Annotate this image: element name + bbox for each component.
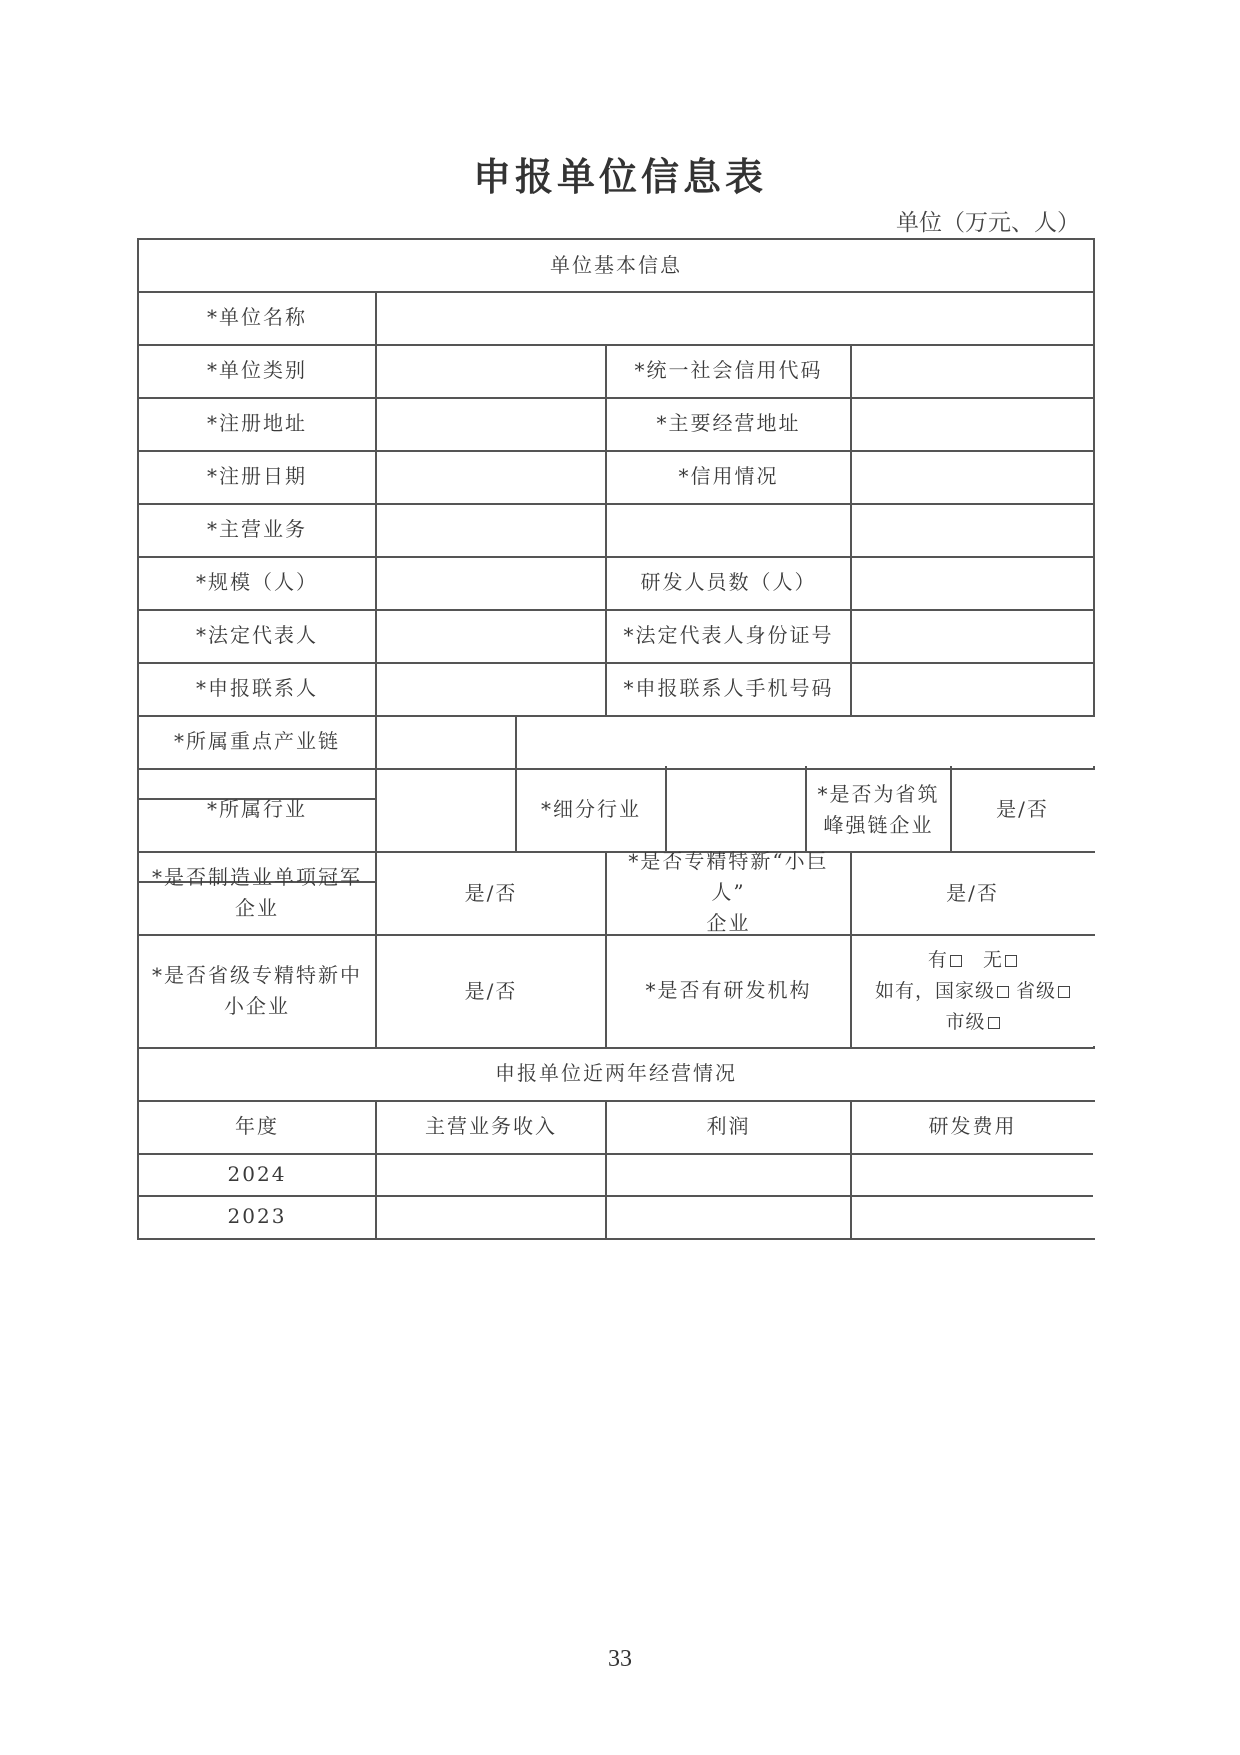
ops-year-1: 2023 (227, 1204, 287, 1228)
ops-value-cell[interactable] (852, 1155, 1093, 1195)
section-header-basic: 单位基本信息 (550, 253, 682, 277)
provincial-checkbox[interactable] (1058, 986, 1070, 998)
province-chain-line1: *是否为省筑 (817, 781, 940, 806)
label-business-address: *主要经营地址 (656, 411, 801, 435)
business-address-field[interactable] (852, 397, 1093, 450)
unit-note: 单位（万元、人） (896, 210, 1080, 236)
rd-staff-field[interactable] (852, 556, 1093, 609)
champion-yes-no[interactable]: 是/否 (464, 881, 518, 905)
label-province-chain (807, 768, 950, 851)
rd-institution-options (852, 936, 1093, 1047)
label-credit-status: *信用情况 (678, 464, 779, 488)
provincial-sme-yes-no[interactable]: 是/否 (464, 979, 518, 1003)
label-little-giant (607, 851, 850, 934)
option-none-label: 无 (983, 949, 1004, 971)
province-chain-line2: 峰强链企业 (823, 812, 934, 837)
unit-name-field[interactable] (377, 291, 1093, 344)
option-have-label: 有 (927, 949, 948, 971)
legal-rep-field[interactable] (377, 609, 605, 662)
ops-value-cell[interactable] (377, 1197, 605, 1238)
national-checkbox[interactable] (997, 986, 1009, 998)
key-chain-field[interactable] (377, 717, 1093, 768)
label-sub-industry: *细分行业 (541, 797, 641, 821)
contact-phone-field[interactable] (852, 662, 1093, 715)
industry-field[interactable] (377, 770, 515, 851)
credit-status-field[interactable] (852, 450, 1093, 503)
ops-header-2: 利润 (706, 1114, 751, 1138)
label-credit-code: *统一社会信用代码 (634, 358, 823, 382)
contact-field[interactable] (377, 662, 605, 715)
page-title: 申报单位信息表 (472, 155, 767, 199)
provincial-sme-line1: *是否省级专精特新中 (152, 962, 362, 987)
label-registered-address: *注册地址 (207, 411, 307, 435)
label-legal-rep: *法定代表人 (196, 623, 318, 647)
label-scale: *规模（人） (196, 570, 318, 594)
registered-address-field[interactable] (377, 397, 605, 450)
none-checkbox[interactable] (1005, 955, 1017, 967)
credit-code-field[interactable] (852, 344, 1093, 397)
section-header-operations: 申报单位近两年经营情况 (495, 1061, 737, 1085)
label-rd-staff: 研发人员数（人） (640, 570, 817, 594)
ops-value-cell[interactable] (607, 1155, 850, 1195)
page-number: 33 (608, 1646, 632, 1672)
ops-year-0: 2024 (227, 1161, 287, 1186)
label-champion (139, 851, 375, 934)
label-contact: *申报联系人 (196, 676, 318, 700)
sub-industry-field[interactable] (667, 770, 805, 851)
little-giant-yes-no[interactable]: 是/否 (946, 881, 999, 905)
label-contact-phone: *申报联系人手机号码 (623, 676, 834, 700)
ops-value-cell[interactable] (852, 1197, 1093, 1238)
ops-value-cell[interactable] (607, 1197, 850, 1238)
ops-value-cell[interactable] (377, 1155, 605, 1195)
legal-rep-id-field[interactable] (852, 609, 1093, 662)
label-industry: *所属行业 (207, 797, 307, 821)
province-chain-yes-no[interactable]: 是/否 (996, 797, 1049, 821)
ops-header-3: 研发费用 (928, 1114, 1017, 1138)
ops-header-1: 主营业务收入 (425, 1114, 557, 1138)
label-main-business: *主营业务 (207, 517, 307, 541)
label-rd-institution: *是否有研发机构 (645, 978, 812, 1002)
have-checkbox[interactable] (950, 955, 962, 967)
label-unit-name: *单位名称 (207, 305, 307, 329)
champion-line2: 企业 (235, 895, 279, 920)
label-unit-category: *单位类别 (207, 358, 307, 382)
little-giant-line1: *是否专精特新“小巨人” (628, 849, 829, 904)
option-national-label: 如有，国家级 (874, 980, 995, 1002)
label-provincial-sme (139, 934, 375, 1047)
city-checkbox[interactable] (988, 1017, 1000, 1029)
champion-line1: *是否制造业单项冠军 (152, 864, 362, 889)
label-key-chain: *所属重点产业链 (174, 729, 340, 753)
little-giant-line2: 企业 (706, 911, 751, 935)
label-registration-date: *注册日期 (207, 464, 307, 488)
option-city-label: 市级 (945, 1011, 986, 1033)
info-form-table (137, 238, 1095, 1240)
unit-category-field[interactable] (377, 344, 605, 397)
label-legal-rep-id: *法定代表人身份证号 (623, 623, 834, 647)
main-business-field[interactable] (377, 503, 1093, 556)
option-provincial-label: 省级 (1016, 980, 1057, 1002)
provincial-sme-line2: 小企业 (224, 993, 290, 1018)
scale-field[interactable] (377, 556, 605, 609)
ops-header-0: 年度 (235, 1114, 279, 1138)
registration-date-field[interactable] (377, 450, 605, 503)
